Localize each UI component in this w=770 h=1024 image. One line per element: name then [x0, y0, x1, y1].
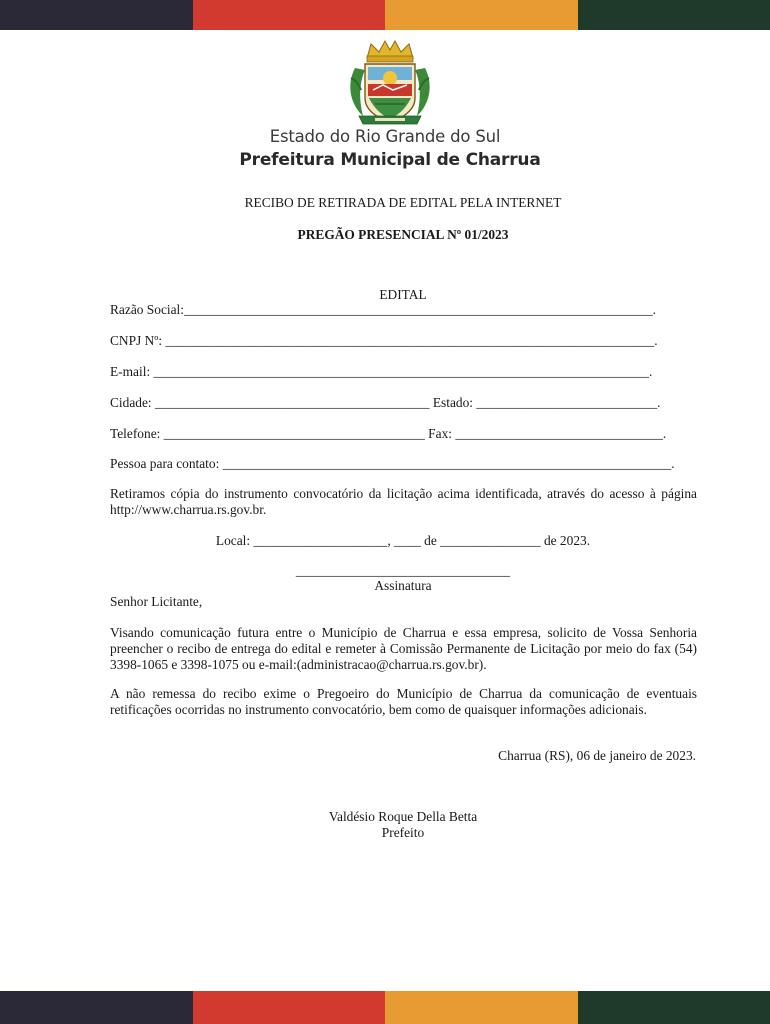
instructions-paragraph: Visando comunicação futura entre o Município de Charrua e essa empresa, solicito de Vossa Senhoria preencher o recibo de entrega do edital e remeter à Comissão Permanente de Licitação por meio do fax (54) 3398-1065 e 3398-1075 ou e-mail:(administracao@charrua.rs.gov.br). — [110, 625, 697, 672]
signer-name: Valdésio Roque Della Betta — [328, 809, 478, 824]
bottom-color-stripe — [0, 991, 770, 1024]
telefone-fax-field: Telefone: _______________________________________ Fax: _______________________________. — [110, 426, 667, 441]
document-subtitle: PREGÃO PRESENCIAL Nº 01/2023 — [297, 227, 509, 242]
notice-paragraph: A não remessa do recibo exime o Pregoeiro do Município de Charrua da comunicação de eventuais retificações ocorridas no instrumento convocatório, bem como de quaisquer informações adicionais. — [110, 686, 697, 717]
stripe-segment-orange — [385, 0, 578, 30]
stripe-segment-navy — [0, 991, 193, 1024]
cidade-estado-field: Cidade: _________________________________________ Estado: ___________________________. — [110, 395, 661, 410]
retiramos-paragraph: Retiramos cópia do instrumento convocatório da licitação acima identificada, através do acesso à página http://www.charrua.rs.gov.br. — [110, 486, 697, 517]
signature-label: Assinatura — [374, 578, 432, 593]
greeting: Senhor Licitante, — [110, 594, 203, 609]
stripe-segment-red — [193, 0, 386, 30]
place-date: Charrua (RS), 06 de janeiro de 2023. — [498, 748, 696, 763]
razao-social-field: Razão Social:______________________________________________________________________. — [110, 302, 657, 317]
contato-field: Pessoa para contato: ___________________________________________________________________. — [110, 456, 675, 471]
municipal-coat-of-arms-icon — [345, 38, 435, 126]
municipality-name: Prefeitura Municipal de Charrua — [239, 150, 541, 170]
stripe-segment-green — [578, 0, 770, 30]
local-date-line: Local: ____________________, ____ de _______________ de 2023. — [215, 533, 591, 548]
email-field: E-mail: __________________________________________________________________________. — [110, 364, 653, 379]
section-heading: EDITAL — [379, 287, 427, 302]
stripe-segment-red — [193, 991, 386, 1024]
state-name: Estado do Rio Grande do Sul — [269, 127, 501, 146]
stripe-segment-orange — [385, 991, 578, 1024]
stripe-segment-navy — [0, 0, 193, 30]
cnpj-field: CNPJ Nº: _________________________________________________________________________. — [110, 333, 658, 348]
signer-title: Prefeito — [381, 825, 425, 840]
signature-line: ________________________________ — [295, 563, 511, 578]
top-color-stripe — [0, 0, 770, 30]
stripe-segment-green — [578, 991, 770, 1024]
document-title: RECIBO DE RETIRADA DE EDITAL PELA INTERNET — [244, 195, 562, 210]
